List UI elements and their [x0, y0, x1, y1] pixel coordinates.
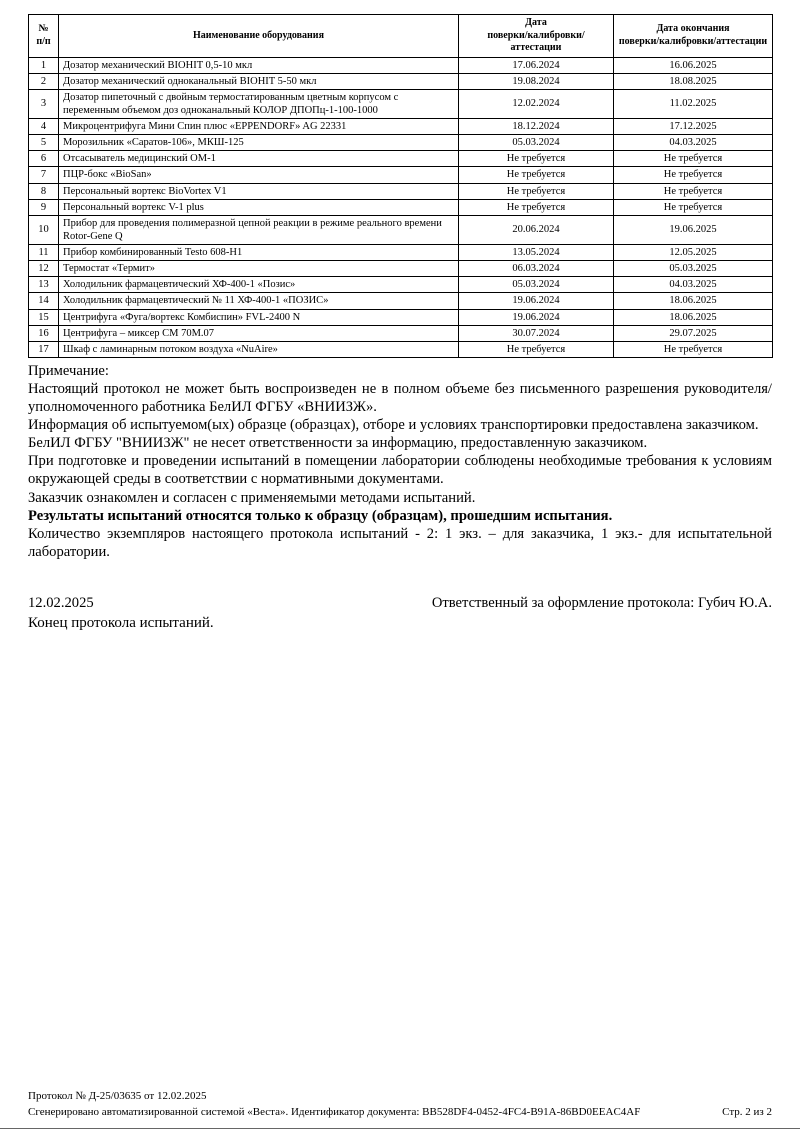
table-row [29, 183, 773, 199]
expiry-date-cell: Не требуется [614, 199, 773, 215]
expiry-date-cell: 17.12.2025 [614, 119, 773, 135]
notes-heading: Примечание: [28, 362, 109, 379]
expiry-date-cell: Не требуется [614, 341, 773, 357]
footer-protocol-number: Протокол № Д-25/03635 от 12.02.2025 [28, 1090, 207, 1103]
verification-date-cell: Не требуется [459, 167, 614, 183]
footer-generated-by: Сгенерировано автоматизированной системой «Веста». Идентификатор документа: BB528DF4-0452-4FC4-B91A-86BD0EEAC4AF [28, 1106, 641, 1119]
row-number-cell: 15 [29, 309, 59, 325]
expiry-date-cell: Не требуется [614, 183, 773, 199]
expiry-date-cell: 11.02.2025 [614, 89, 773, 118]
expiry-date-cell: 18.06.2025 [614, 309, 773, 325]
row-number-cell: 9 [29, 199, 59, 215]
equipment-name-cell: Персональный вортекс V-1 plus [59, 199, 459, 215]
row-number-cell: 10 [29, 215, 59, 244]
note-paragraph-methods: Заказчик ознакомлен и согласен с применяемыми методами испытаний. [28, 489, 476, 506]
header-verification-date [459, 15, 614, 58]
note-paragraph-environment: При подготовке и проведении испытаний в помещении лаборатории соблюдены необходимые требования к условиям окружающей среды в соответствии с нормативными документами. [28, 453, 772, 488]
table-row [29, 261, 773, 277]
note-paragraph-responsibility: БелИЛ ФГБУ "ВНИИЗЖ" не несет ответственности за информацию, предоставленную заказчиком. [28, 435, 648, 452]
page-bottom-rule [0, 1128, 800, 1129]
row-number-cell: 3 [29, 89, 59, 118]
row-number-cell: 6 [29, 151, 59, 167]
row-number-cell: 4 [29, 119, 59, 135]
table-row [29, 89, 773, 118]
equipment-name-cell: Центрифуга – миксер СМ 70М.07 [59, 325, 459, 341]
table-row [29, 151, 773, 167]
verification-date-cell: Не требуется [459, 341, 614, 357]
row-number-cell: 17 [29, 341, 59, 357]
table-row [29, 341, 773, 357]
row-number-cell: 7 [29, 167, 59, 183]
equipment-name-cell: Холодильник фармацевтический № 11 ХФ-400-1 «ПОЗИС» [59, 293, 459, 309]
verification-date-cell: 06.03.2024 [459, 261, 614, 277]
expiry-date-cell: 29.07.2025 [614, 325, 773, 341]
responsible-person: Ответственный за оформление протокола: Губич Ю.А. [431, 594, 772, 611]
note-paragraph-sample-info: Информация об испытуемом(ых) образце (образцах), отборе и условиях транспортировки предоставлена заказчиком. [28, 417, 759, 434]
end-of-protocol-text: Конец протокола испытаний. [28, 614, 214, 631]
equipment-name-cell: Отсасыватель медицинский ОМ-1 [59, 151, 459, 167]
signature-row [28, 595, 772, 612]
row-number-cell: 12 [29, 261, 59, 277]
table-row [29, 245, 773, 261]
expiry-date-cell: 18.06.2025 [614, 293, 773, 309]
verification-date-cell: 17.06.2024 [459, 57, 614, 73]
header-verification-date-line1: Дата [525, 17, 547, 28]
expiry-date-cell: 16.06.2025 [614, 57, 773, 73]
header-num-line2: п/п [36, 35, 51, 47]
verification-date-cell: 30.07.2024 [459, 325, 614, 341]
equipment-name-cell: Холодильник фармацевтический ХФ-400-1 «Позис» [59, 277, 459, 293]
equipment-name-cell: Прибор для проведения полимеразной цепной реакции в режиме реального времени Rotor-Gene Q [59, 215, 459, 244]
verification-date-cell: Не требуется [459, 199, 614, 215]
table-row [29, 199, 773, 215]
row-number-cell: 1 [29, 57, 59, 73]
header-equipment-name: Наименование оборудования [59, 15, 459, 58]
note-paragraph-reproduction: Настоящий протокол не может быть воспроизведен не в полном объеме без письменного разрешения руководителя/уполномоченного работника БелИЛ ФГБУ «ВНИИЗЖ». [28, 380, 772, 416]
row-number-cell: 13 [29, 277, 59, 293]
table-row [29, 325, 773, 341]
equipment-name-cell: Персональный вортекс BioVortex V1 [59, 183, 459, 199]
footer-page-indicator: Стр. 2 из 2 [722, 1106, 772, 1119]
header-num [29, 15, 59, 58]
footer-meta-row [28, 1105, 772, 1120]
expiry-date-cell: 19.06.2025 [614, 215, 773, 244]
equipment-name-cell: ПЦР-бокс «BioSan» [59, 167, 459, 183]
verification-date-cell: 19.06.2024 [459, 309, 614, 325]
table-row [29, 57, 773, 73]
equipment-name-cell: Дозатор пипеточный с двойным термостатированным цветным корпусом с переменным объемом доз одноканальный КОЛОР ДПОПц-1-100-1000 [59, 89, 459, 118]
notes-section [28, 362, 772, 561]
equipment-name-cell: Дозатор механический BIOHIT 0,5-10 мкл [59, 57, 459, 73]
table-row [29, 167, 773, 183]
equipment-name-cell: Центрифуга «Фуга/вортекс Комбиспин» FVL-2400 N [59, 309, 459, 325]
row-number-cell: 14 [29, 293, 59, 309]
verification-date-cell: Не требуется [459, 151, 614, 167]
expiry-date-cell: 12.05.2025 [614, 245, 773, 261]
expiry-date-cell: 18.08.2025 [614, 73, 773, 89]
verification-date-cell: Не требуется [459, 183, 614, 199]
verification-date-cell: 05.03.2024 [459, 277, 614, 293]
table-header-row [29, 15, 773, 58]
verification-date-cell: 05.03.2024 [459, 135, 614, 151]
header-verification-date-line2: поверки/калибровки/аттестации [487, 29, 585, 53]
table-row [29, 293, 773, 309]
verification-date-cell: 19.08.2024 [459, 73, 614, 89]
equipment-name-cell: Микроцентрифуга Мини Спин плюс «EPPENDORF» AG 22331 [59, 119, 459, 135]
verification-date-cell: 12.02.2024 [459, 89, 614, 118]
header-expiry-date-line2: поверки/калибровки/аттестации [618, 35, 768, 47]
note-paragraph-results-bold: Результаты испытаний относятся только к образцу (образцам), прошедшим испытания. [28, 507, 613, 524]
header-expiry-date-line1: Дата окончания [656, 23, 730, 35]
equipment-table [28, 14, 773, 358]
page-footer [28, 1089, 772, 1120]
table-row [29, 119, 773, 135]
header-num-line1: № [38, 23, 49, 35]
expiry-date-cell: 04.03.2025 [614, 135, 773, 151]
row-number-cell: 5 [29, 135, 59, 151]
equipment-name-cell: Шкаф с ламинарным потоком воздуха «NuAire» [59, 341, 459, 357]
protocol-date: 12.02.2025 [28, 594, 94, 611]
equipment-name-cell: Дозатор механический одноканальный BIOHIT 5-50 мкл [59, 73, 459, 89]
row-number-cell: 8 [29, 183, 59, 199]
verification-date-cell: 19.06.2024 [459, 293, 614, 309]
table-row [29, 73, 773, 89]
expiry-date-cell: Не требуется [614, 167, 773, 183]
table-row [29, 309, 773, 325]
table-row [29, 215, 773, 244]
row-number-cell: 16 [29, 325, 59, 341]
verification-date-cell: 13.05.2024 [459, 245, 614, 261]
expiry-date-cell: 05.03.2025 [614, 261, 773, 277]
row-number-cell: 11 [29, 245, 59, 261]
equipment-name-cell: Термостат «Термит» [59, 261, 459, 277]
table-row [29, 277, 773, 293]
equipment-name-cell: Прибор комбинированный Testo 608-H1 [59, 245, 459, 261]
equipment-name-cell: Морозильник «Саратов-106», МКШ-125 [59, 135, 459, 151]
verification-date-cell: 20.06.2024 [459, 215, 614, 244]
row-number-cell: 2 [29, 73, 59, 89]
table-row [29, 135, 773, 151]
header-expiry-date [614, 15, 773, 58]
expiry-date-cell: Не требуется [614, 151, 773, 167]
verification-date-cell: 18.12.2024 [459, 119, 614, 135]
expiry-date-cell: 04.03.2025 [614, 277, 773, 293]
note-paragraph-copies: Количество экземпляров настоящего протокола испытаний - 2: 1 экз. – для заказчика, 1 экз.- для испытательной лаборатории. [28, 525, 772, 560]
